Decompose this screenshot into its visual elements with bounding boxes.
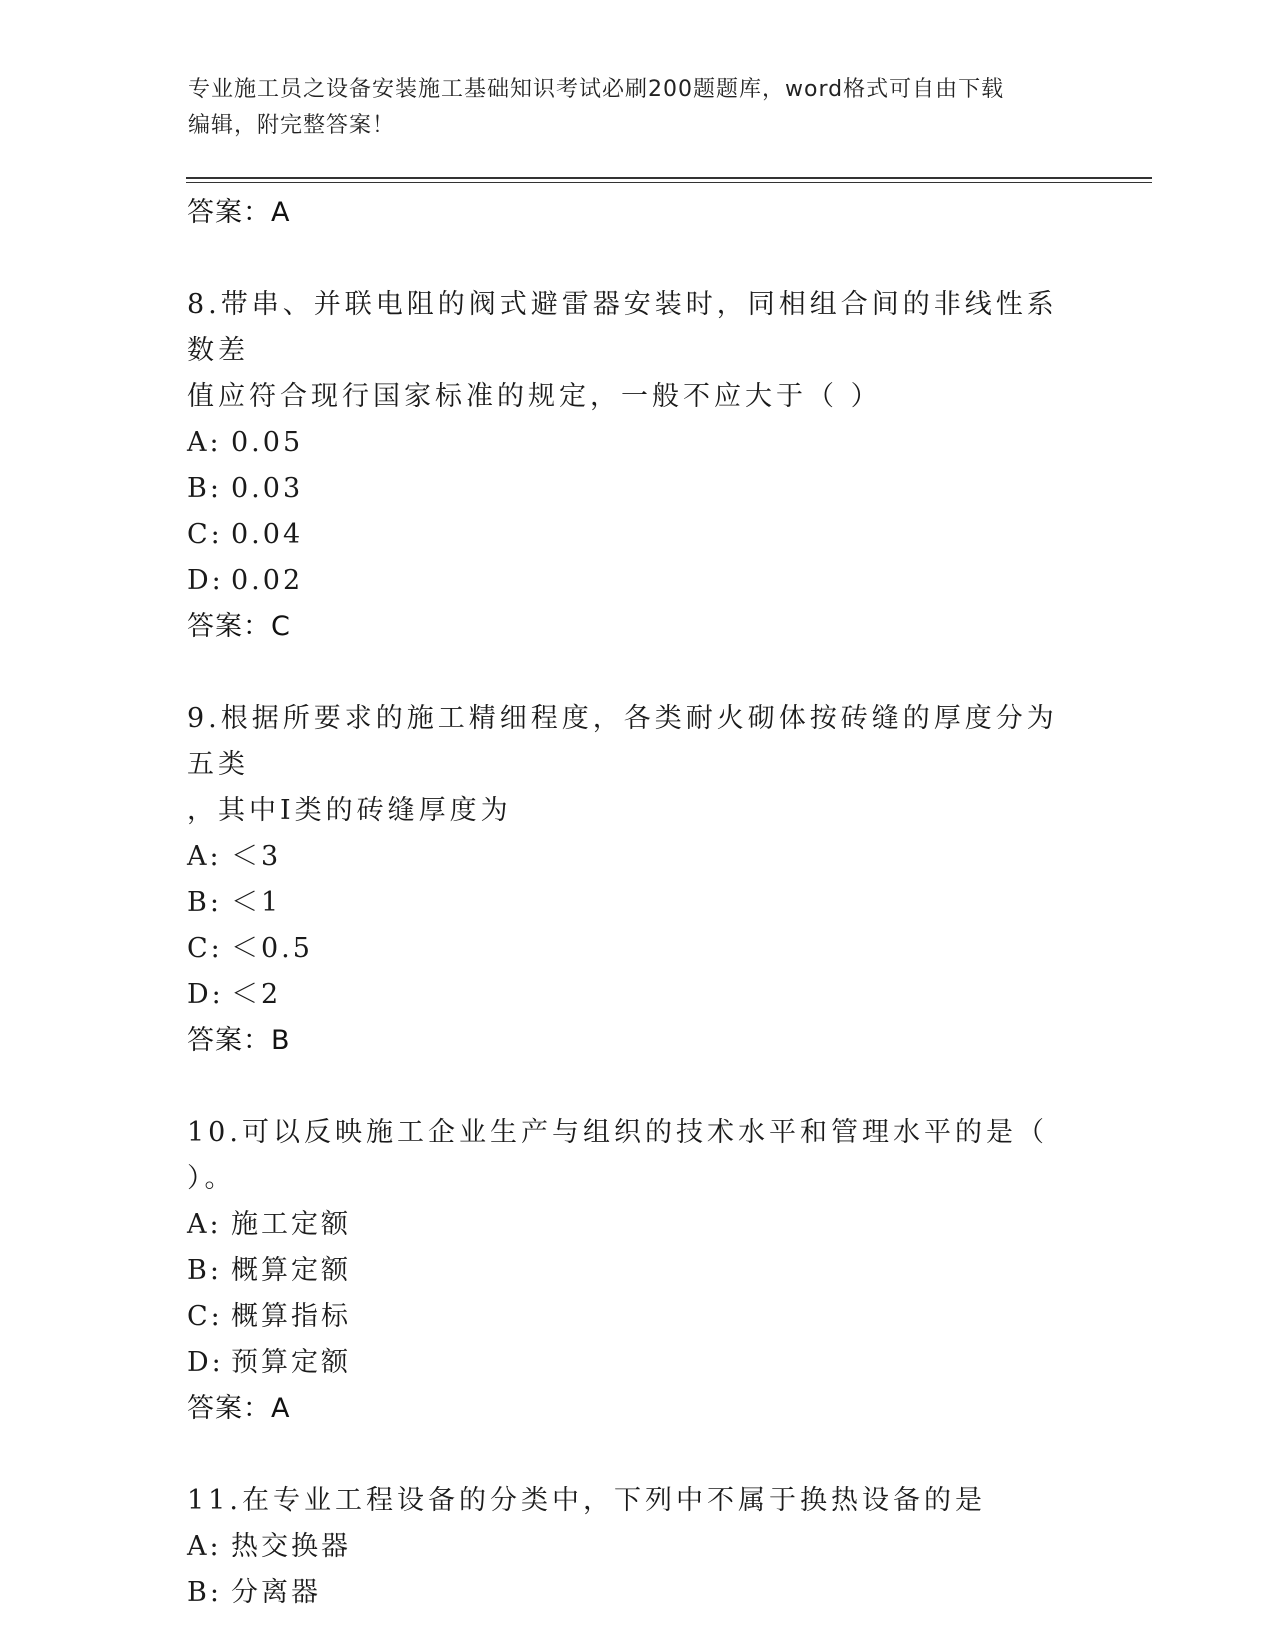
option-label: B: <box>187 1577 222 1608</box>
option-text: 热交换器 <box>231 1531 351 1562</box>
header-title-line-1: 专业施工员之设备安装施工基础知识考试必刷200题题库，word格式可自由下载 <box>188 77 1005 102</box>
header-divider-thin <box>186 182 1152 183</box>
option-c <box>187 926 1087 972</box>
question-stem <box>187 282 1087 420</box>
option-label: D: <box>187 1347 224 1378</box>
stem-line-1: 8.带串、并联电阻的阀式避雷器安装时，同相组合间的非线性系数差 <box>187 289 1058 366</box>
option-b <box>187 1570 1087 1616</box>
question-stem <box>187 1110 1087 1202</box>
question-stem <box>187 1478 1087 1524</box>
option-label: A: <box>187 1209 222 1240</box>
option-text: ＜0.5 <box>231 933 313 964</box>
stem-line-1: 10.可以反映施工企业生产与组织的技术水平和管理水平的是（ ）。 <box>187 1117 1061 1194</box>
option-label: D: <box>187 565 224 596</box>
option-text: 预算定额 <box>231 1347 351 1378</box>
option-text: 施工定额 <box>231 1209 351 1240</box>
option-label: B: <box>187 887 222 918</box>
question-list <box>187 190 1087 1616</box>
option-d <box>187 972 1087 1018</box>
option-text: 0.04 <box>231 519 304 550</box>
option-c <box>187 512 1087 558</box>
stem-line-1: 9.根据所要求的施工精细程度，各类耐火砌体按砖缝的厚度分为五类 <box>187 703 1058 780</box>
answer: 答案：B <box>187 1025 291 1056</box>
option-label: C: <box>187 519 223 550</box>
stem-line-1: 11.在专业工程设备的分类中，下列中不属于换热设备的是 <box>187 1485 986 1516</box>
option-b <box>187 466 1087 512</box>
option-b <box>187 1248 1087 1294</box>
question-stem <box>187 696 1087 834</box>
option-a <box>187 420 1087 466</box>
answer: 答案：A <box>187 1393 291 1424</box>
option-text: 分离器 <box>231 1577 321 1608</box>
header-title-line-2: 编辑，附完整答案！ <box>188 113 396 138</box>
option-text: 0.03 <box>231 473 304 504</box>
option-label: D: <box>187 979 224 1010</box>
option-a <box>187 1202 1087 1248</box>
option-label: C: <box>187 1301 223 1332</box>
option-label: B: <box>187 473 222 504</box>
option-text: 概算定额 <box>231 1255 351 1286</box>
option-text: 概算指标 <box>231 1301 351 1332</box>
option-text: 0.02 <box>231 565 304 596</box>
stem-line-2: 值应符合现行国家标准的规定，一般不应大于（ ） <box>187 381 882 412</box>
option-text: ＜2 <box>231 979 282 1010</box>
question-11 <box>187 1478 1087 1616</box>
option-c <box>187 1294 1087 1340</box>
option-label: A: <box>187 841 222 872</box>
option-a <box>187 834 1087 880</box>
previous-answer: 答案：A <box>187 197 291 228</box>
option-label: A: <box>187 1531 222 1562</box>
option-label: A: <box>187 427 222 458</box>
option-text: 0.05 <box>231 427 304 458</box>
option-text: ＜1 <box>231 887 282 918</box>
option-b <box>187 880 1087 926</box>
question-10 <box>187 1110 1087 1432</box>
option-label: B: <box>187 1255 222 1286</box>
answer: 答案：C <box>187 611 291 642</box>
stem-line-2: ，其中Ⅰ类的砖缝厚度为 <box>187 795 512 826</box>
option-label: C: <box>187 933 223 964</box>
option-d <box>187 558 1087 604</box>
page-header <box>188 72 1068 144</box>
question-8 <box>187 282 1087 650</box>
option-text: ＜3 <box>231 841 282 872</box>
header-divider <box>186 177 1152 179</box>
option-a <box>187 1524 1087 1570</box>
option-d <box>187 1340 1087 1386</box>
question-9 <box>187 696 1087 1064</box>
